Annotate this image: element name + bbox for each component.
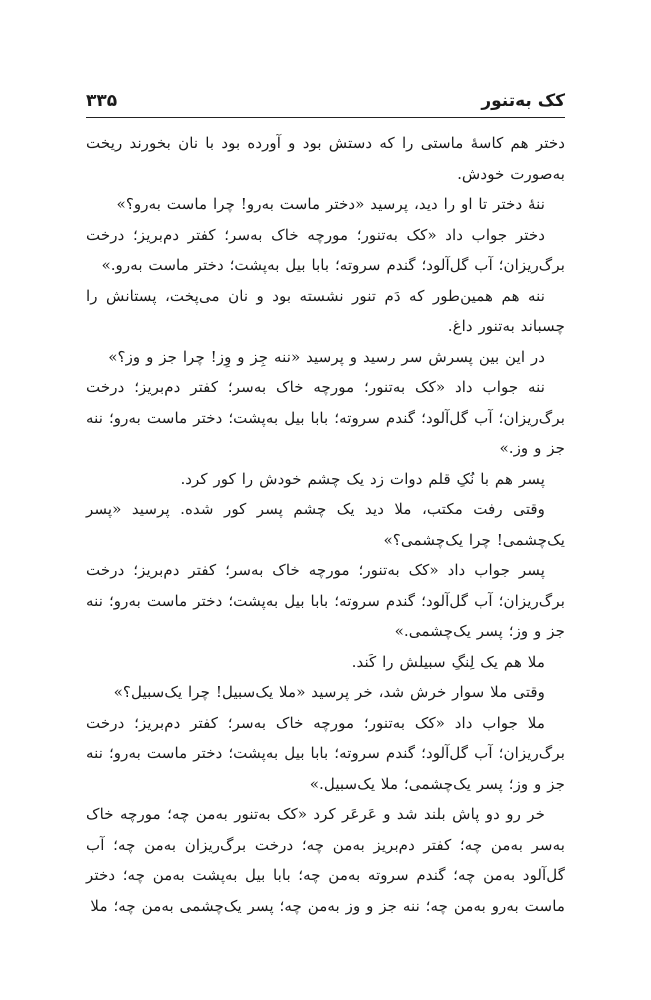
paragraph: در این بین پسرش سر رسید و پرسید «ننه جِز و وِز! چرا جز و وز؟» [108, 347, 545, 366]
paragraph: ملا هم یک لِنگِ سبیلش را کَند. [351, 652, 545, 671]
paragraph: پسر جواب داد «کک به‌تنور؛ مورچه خاک به‌سر؛ کفتر دم‌بریز؛ درخت برگ‌ریزان؛ آب گل‌آلود؛ گندم سروته؛ بابا بیل به‌پشت؛ دختر ماست به‌رو؛ ننه جز و وز؛ پسر یک‌چشمی.» [86, 561, 565, 640]
paragraph: وقتی رفت مکتب، ملا دید یک چشم پسر کور شده. پرسید «پسر یک‌چشمی! چرا یک‌چشمی؟» [86, 500, 565, 549]
paragraph: ننه هم همین‌طور که دَم تنور نشسته بود و نان می‌پخت، پستانش را چسباند به‌تنور داغ. [86, 286, 565, 335]
paragraph: دختر جواب داد «کک به‌تنور؛ مورچه خاک به‌سر؛ کفتر دم‌بریز؛ درخت برگ‌ریزان؛ آب گل‌آلود؛ گندم سروته؛ بابا بیل به‌پشت؛ دختر ماست به‌رو.» [86, 225, 565, 274]
paragraph: ننه جواب داد «کک به‌تنور؛ مورچه خاک به‌سر؛ کفتر دم‌بریز؛ درخت برگ‌ریزان؛ آب گل‌آلود؛ گندم سروته؛ بابا بیل به‌پشت؛ دختر ماست به‌رو؛ ننه جز و وز.» [86, 378, 565, 457]
page-number: ۳۳۵ [86, 91, 118, 111]
paragraph: دختر هم کاسهٔ ماستی را که دستش بود و آورده بود با نان بخورند ریخت به‌صورت خودش. [86, 134, 565, 183]
paragraph: ملا جواب داد «کک به‌تنور؛ مورچه خاک به‌سر؛ کفتر دم‌بریز؛ درخت برگ‌ریزان؛ آب گل‌آلود؛ گندم سروته؛ بابا بیل به‌پشت؛ دختر ماست به‌رو؛ ننه جز و وز؛ پسر یک‌چشمی؛ ملا یک‌سبیل.» [86, 713, 565, 793]
body-text [86, 128, 565, 921]
header-rule [86, 117, 565, 118]
paragraph: ننهٔ دختر تا او را دید، پرسید «دختر ماست به‌رو! چرا ماست به‌رو؟» [116, 195, 545, 213]
running-head [86, 86, 565, 116]
paragraph: پسر هم با نُکِ قلم دوات زد یک چشم خودش را کور کرد. [180, 469, 545, 488]
running-title: کک به‌تنور [481, 91, 565, 111]
paragraph: خر رو دو پاش بلند شد و عَرعَر کرد «کک به‌تنور به‌من چه؛ مورچه خاک به‌سر به‌من چه؛ کفتر دم‌بریز به‌من چه؛ درخت برگ‌ریزان به‌من چه؛ آب گل‌آلود به‌من چه؛ گندم سروته به‌من چه؛ بابا بیل به‌پشت به‌من چه؛ دختر ماست به‌رو به‌من چه؛ ننه جز و وز به‌من چه؛ پسر یک‌چشمی به‌من چه؛ ملا [86, 805, 565, 915]
paragraph: وقتی ملا سوار خرش شد، خر پرسید «ملا یک‌سبیل! چرا یک‌سبیل؟» [113, 683, 545, 701]
